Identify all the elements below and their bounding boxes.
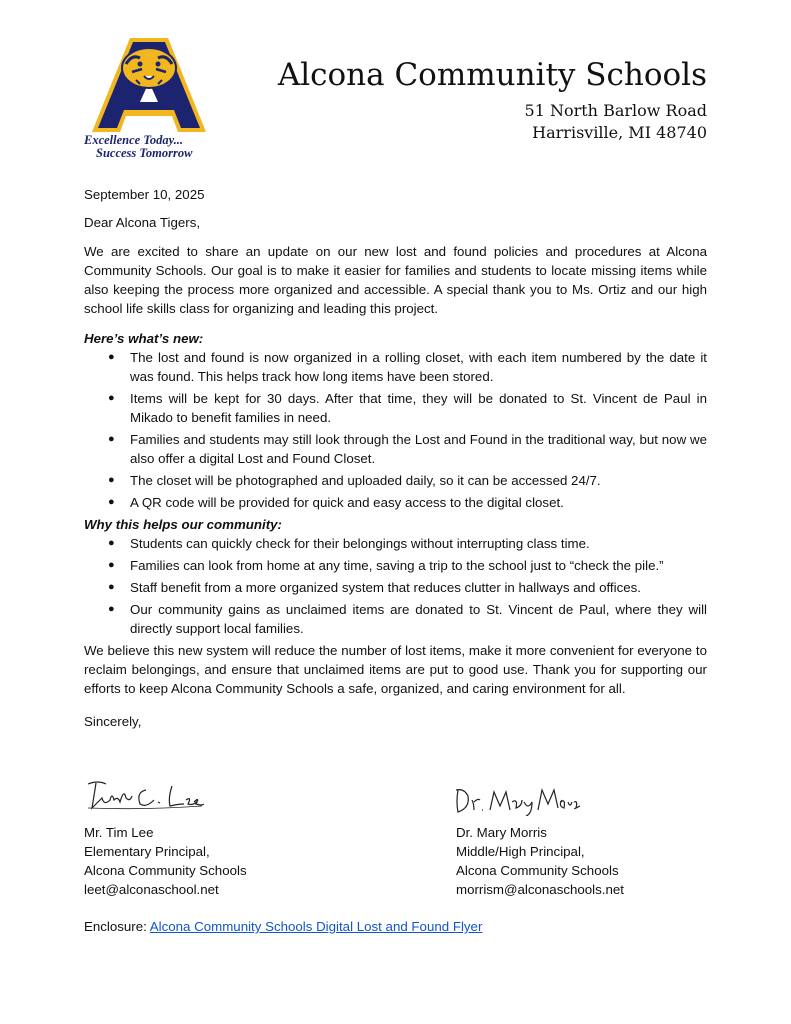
signer-org: Alcona Community Schools — [456, 863, 619, 878]
letterhead — [278, 56, 707, 144]
whats-new-list — [84, 348, 707, 512]
signer-name: Dr. Mary Morris — [456, 825, 547, 840]
signer-org: Alcona Community Schools — [84, 863, 247, 878]
list-item: ● Staff benefit from a more organized system that reduces clutter in hallways and offices. — [84, 578, 707, 597]
signer-email: leet@alconaschool.net — [84, 882, 219, 897]
address-line-1: 51 North Barlow Road — [524, 101, 707, 120]
enclosure-line — [84, 917, 482, 936]
signer-block-right — [456, 823, 624, 899]
list-item: ● Families can look from home at any time, saving a trip to the school just to “check the pile.” — [84, 556, 707, 575]
closing-paragraph: We believe this new system will reduce the number of lost items, make it more convenient for everyone to reclaim belongings, and ensure that unclaimed items are put to good use. Thank you for supporting our efforts to keep Alcona Community Schools a safe, organized, and caring environment for all. — [84, 643, 707, 696]
why-list — [84, 534, 707, 638]
why-heading: Why this helps our community: — [84, 517, 282, 532]
address-line-2: Harrisville, MI 48740 — [532, 123, 707, 142]
enclosure-label: Enclosure: — [84, 919, 147, 934]
list-item: ● Families and students may still look through the Lost and Found in the traditional way, but now we also offer a digital Lost and Found Closet. — [84, 430, 707, 468]
school-name: Alcona Community Schools — [277, 57, 707, 93]
list-item: ● The lost and found is now organized in a rolling closet, with each item numbered by the date it was found. This helps track how long items have been stored. — [84, 348, 707, 386]
whats-new-heading: Here’s what’s new: — [84, 331, 204, 346]
signer-title: Elementary Principal, — [84, 844, 210, 859]
intro-paragraph: We are excited to share an update on our new lost and found policies and procedures at Alcona Community Schools. Our goal is to make it easier for families and students to locate missing items while also keeping the process more organized and accessible. A special thank you to Ms. Ortiz and our high school life skills class for organizing and leading this project. — [84, 244, 707, 316]
list-item: ● A QR code will be provided for quick and easy access to the digital closet. — [84, 493, 707, 512]
signer-email: morrism@alconaschools.net — [456, 882, 624, 897]
list-item: ● Students can quickly check for their belongings without interrupting class time. — [84, 534, 707, 553]
letter-body — [84, 185, 707, 731]
signer-block-left — [84, 823, 247, 899]
list-item: ● Items will be kept for 30 days. After that time, they will be donated to St. Vincent de Paul in Mikado to benefit families in need. — [84, 389, 707, 427]
signer-title: Middle/High Principal, — [456, 844, 585, 859]
sign-off: Sincerely, — [84, 714, 142, 729]
letter-date: September 10, 2025 — [84, 187, 205, 202]
signature-tim-lee — [84, 778, 204, 819]
school-motto — [84, 134, 192, 160]
motto-line-2: Success Tomorrow — [96, 146, 193, 160]
signer-name: Mr. Tim Lee — [84, 825, 154, 840]
school-address — [278, 100, 707, 144]
motto-line-1: Excellence Today... — [84, 133, 184, 147]
tiger-a-logo-icon — [82, 36, 218, 136]
list-item: ● Our community gains as unclaimed items are donated to St. Vincent de Paul, where they will directly support local families. — [84, 600, 707, 638]
letter-greeting: Dear Alcona Tigers, — [84, 215, 201, 230]
list-item: ● The closet will be photographed and uploaded daily, so it can be accessed 24/7. — [84, 471, 707, 490]
flyer-link[interactable]: Alcona Community Schools Digital Lost and Found Flyer — [149, 919, 483, 934]
signature-mary-morris — [452, 782, 582, 821]
